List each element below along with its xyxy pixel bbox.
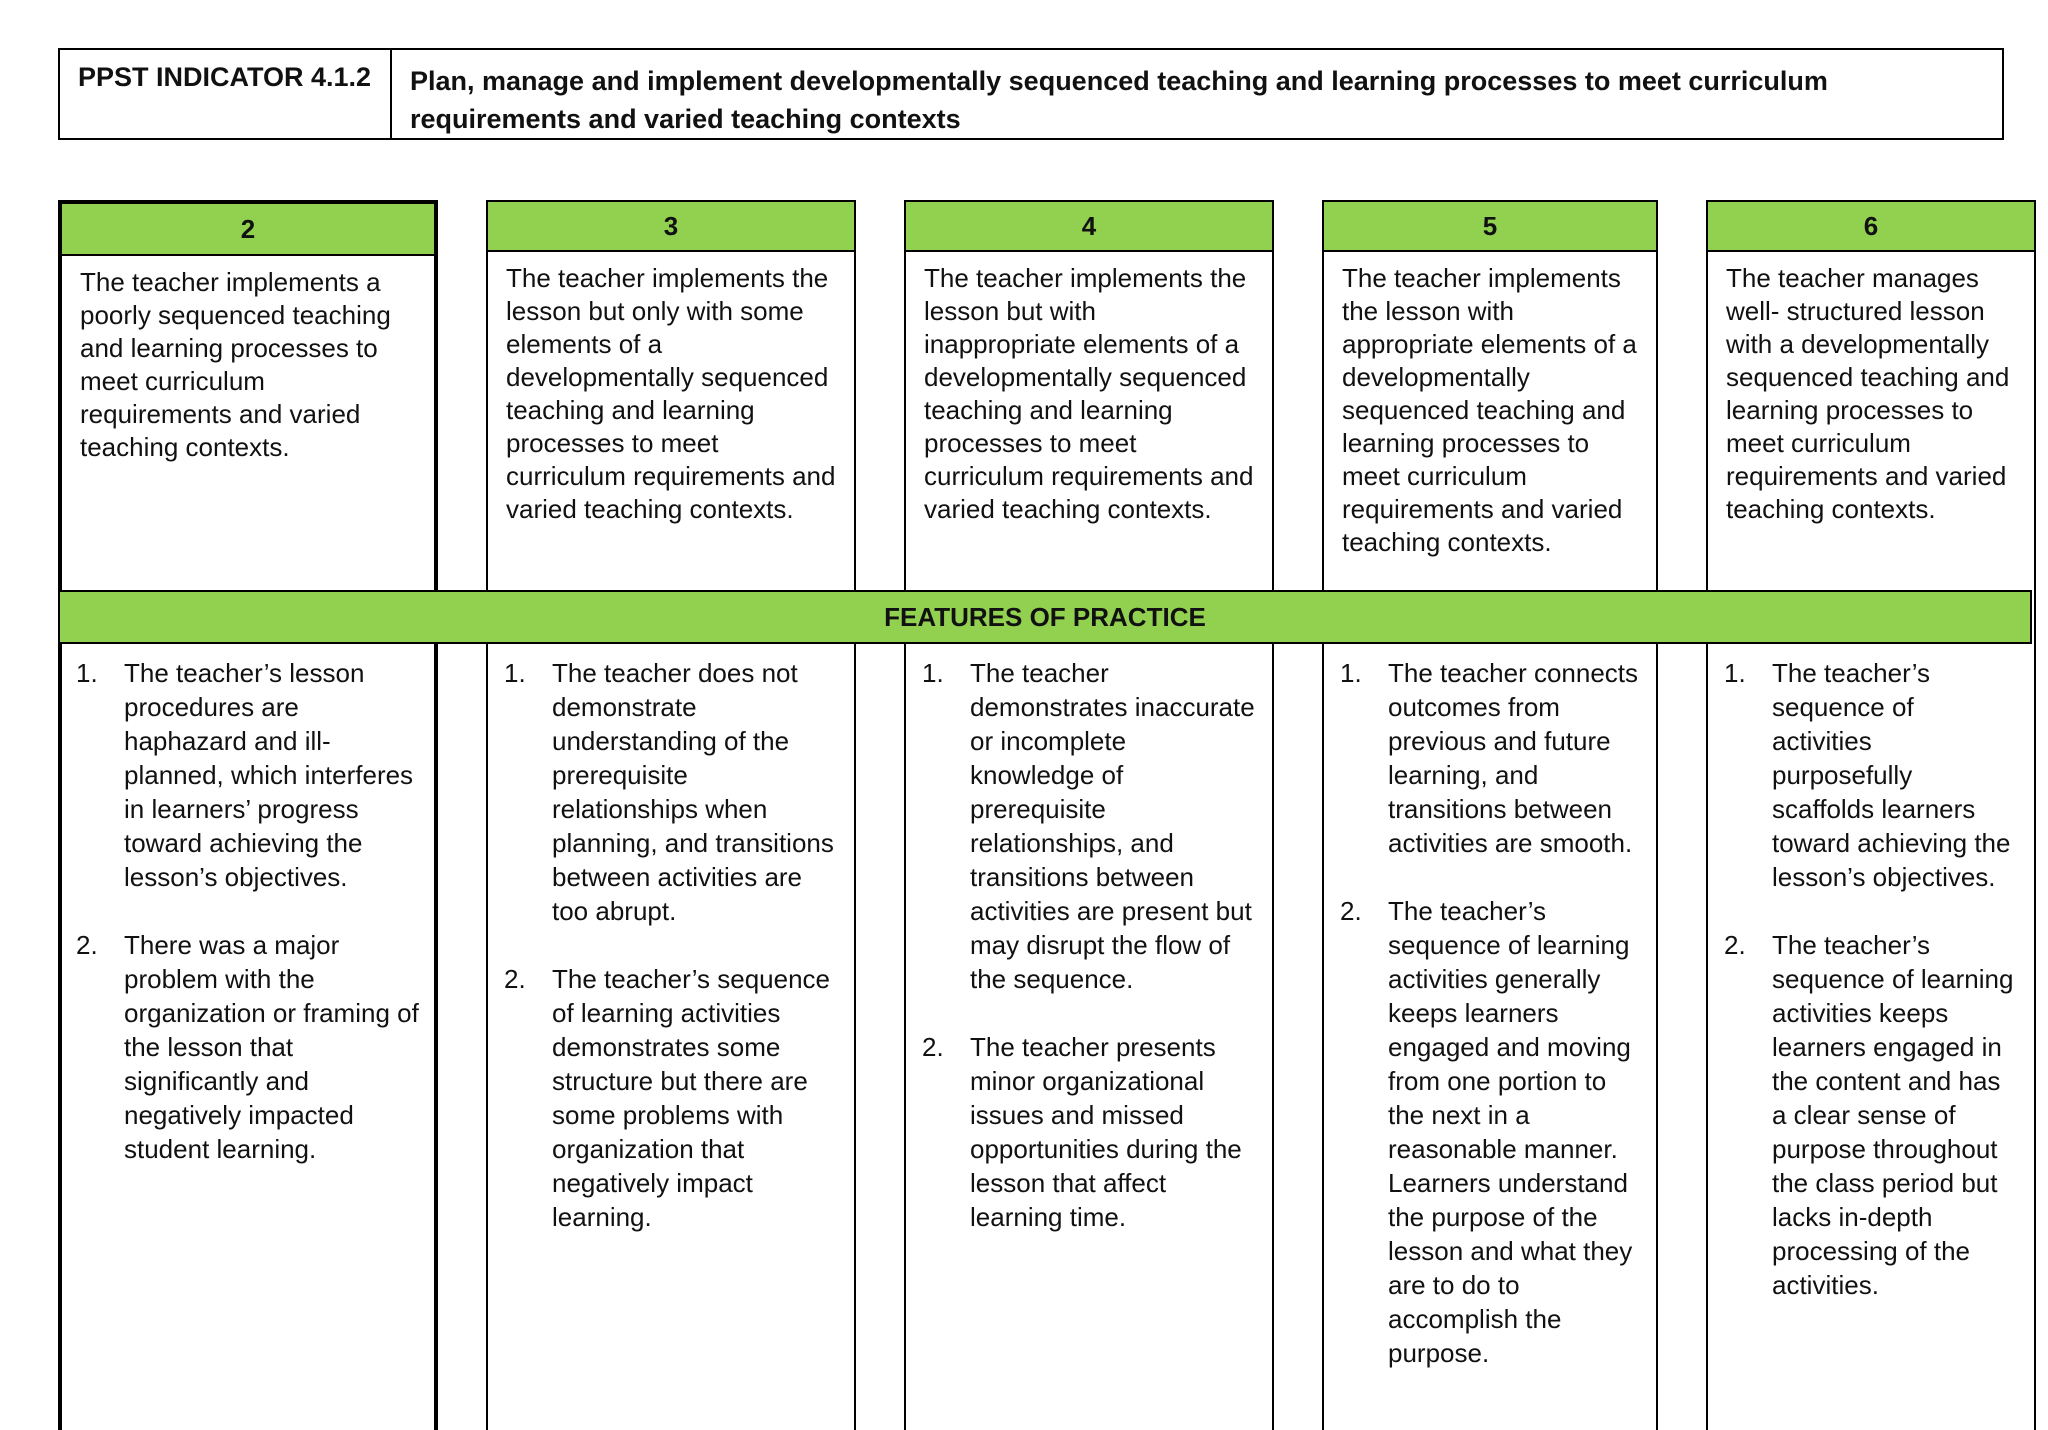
- level-header: 3: [488, 200, 854, 252]
- level-header: 6: [1708, 200, 2034, 252]
- features-list-5: [1322, 644, 1658, 1404]
- level-description: The teacher implements the lesson but with inappropriate elements of a developmentally sequenced teaching and learning processes to meet curriculum requirements and varied teaching contexts.: [924, 263, 1254, 524]
- list-item: 2. The teacher presents minor organizational issues and missed opportunities during the lesson that affect learning time.: [922, 1032, 1242, 1232]
- level-header: 4: [906, 200, 1272, 252]
- list-item: 1. The teacher connects outcomes from previous and future learning, and transitions between activities are smooth.: [1340, 658, 1639, 858]
- list-item: 1. The teacher does not demonstrate understanding of the prerequisite relationships when planning, and transitions between activities are too abrupt.: [504, 658, 834, 926]
- list-item: 2. There was a major problem with the organization or framing of the lesson that significantly and negatively impacted student learning.: [76, 930, 419, 1164]
- level-description: The teacher implements a poorly sequenced teaching and learning processes to meet curriculum requirements and varied teaching contexts.: [62, 256, 434, 594]
- list-item: 2. The teacher’s sequence of learning activities generally keeps learners engaged and moving from one portion to the next in a reasonable manner. Learners understand the purpose of the lesson and what they are to do to accomplish the purpose.: [1340, 896, 1633, 1368]
- list-item: 1. The teacher demonstrates inaccurate or incomplete knowledge of prerequisite relationships, and transitions between activities are present but may disrupt the flow of the sequence.: [922, 658, 1255, 994]
- features-list-2: [58, 644, 438, 1200]
- features-list-4: [904, 644, 1274, 1268]
- level-description: The teacher implements the lesson but only with some elements of a developmentally sequenced teaching and learning processes to meet curriculum requirements and varied teaching contexts.: [506, 263, 836, 524]
- level-description: The teacher implements the lesson with appropriate elements of a developmentally sequenced teaching and learning processes to meet curriculum requirements and varied teaching contexts.: [1342, 263, 1637, 557]
- indicator-header: [58, 48, 2004, 140]
- features-list-6: [1706, 644, 2036, 1336]
- features-heading: FEATURES OF PRACTICE: [58, 590, 2032, 644]
- indicator-code: PPST INDICATOR 4.1.2: [60, 50, 392, 138]
- level-header: 5: [1324, 200, 1656, 252]
- features-list-3: [486, 644, 856, 1268]
- level-header: 2: [62, 204, 434, 256]
- list-item: 2. The teacher’s sequence of learning activities demonstrates some structure but there are some problems with organization that negatively impact learning.: [504, 964, 831, 1232]
- level-description: The teacher manages well- structured lesson with a developmentally sequenced teaching and learning processes to meet curriculum requirements and varied teaching contexts.: [1726, 263, 2010, 524]
- list-item: 1. The teacher’s lesson procedures are haphazard and ill-planned, which interferes in learners’ progress toward achieving the lesson’s objectives.: [76, 658, 414, 892]
- list-item: 2. The teacher’s sequence of learning activities keeps learners engaged in the content and has a clear sense of purpose throughout the class period but lacks in-depth processing of the activities.: [1724, 930, 2014, 1300]
- indicator-text: Plan, manage and implement developmentally sequenced teaching and learning processes to meet curriculum requirements and varied teaching contexts: [410, 66, 1828, 134]
- list-item: 1. The teacher’s sequence of activities purposefully scaffolds learners toward achieving the lesson’s objectives.: [1724, 658, 2011, 892]
